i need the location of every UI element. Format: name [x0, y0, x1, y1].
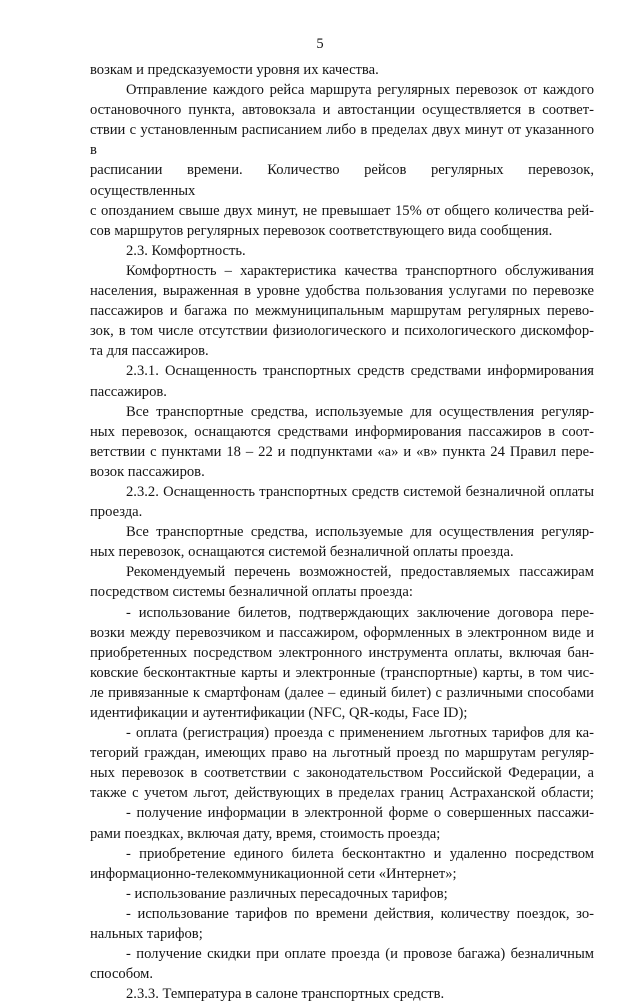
- text-line: остановочного пункта, автовокзала и автостанции осуществляется в соответ-: [90, 102, 594, 119]
- text-line: Отправление каждого рейса маршрута регулярных перевозок от каждого: [126, 82, 594, 99]
- text-line: - получение скидки при оплате проезда (и провозе багажа) безналичным: [126, 946, 594, 963]
- text-line: сов маршрутов регулярных перевозок соответствующего вида сообщения.: [90, 222, 553, 239]
- text-line: информационно-телекоммуникационной сети «Интернет»;: [90, 865, 457, 882]
- text-line: нальных тарифов;: [90, 926, 203, 943]
- text-line: возки между перевозчиком и пассажиром, оформленных в электронном виде и: [90, 624, 594, 641]
- text-line: зок, в том числе отсутствии физиологического и психологического дискомфор-: [90, 323, 594, 340]
- text-line: возкам и предсказуемости уровня их качества.: [90, 62, 379, 78]
- text-line: та для пассажиров.: [90, 343, 209, 360]
- text-line: Комфортность – характеристика качества транспортного обслуживания: [126, 262, 594, 279]
- text-line: также с учетом льгот, действующих в пределах границ Астраханской области;: [90, 785, 594, 802]
- text-line: способом.: [90, 966, 154, 983]
- text-line: Все транспортные средства, используемые для осуществления регуляр-: [126, 524, 594, 541]
- text-line: Рекомендуемый перечень возможностей, предоставляемых пассажирам: [126, 564, 594, 581]
- text-line: посредством системы безналичной оплаты проезда:: [90, 584, 413, 601]
- text-line: тегорий граждан, имеющих право на льготный проезд по маршрутам регуляр-: [90, 745, 594, 762]
- text-line: - приобретение единого билета бесконтактно и удаленно посредством: [126, 845, 594, 862]
- text-line: Все транспортные средства, используемые для осуществления регуляр-: [126, 403, 594, 420]
- text-line: рами поездках, включая дату, время, стоимость проезда;: [90, 825, 441, 842]
- text-line: ле привязанные к смартфонам (далее – единый билет) с различными способами: [90, 684, 594, 701]
- text-line: расписании времени. Количество рейсов регулярных перевозок, осуществленных: [90, 162, 594, 199]
- text-line: проезда.: [90, 504, 143, 521]
- text-line: населения, выраженная в уровне удобства пользования услугами по перевозке: [90, 283, 594, 300]
- text-line: 2.3.2. Оснащенность транспортных средств системой безналичной оплаты: [126, 483, 594, 500]
- text-line: - использование различных пересадочных тарифов;: [126, 885, 448, 902]
- text-line: 2.3.1. Оснащенность транспортных средств средствами информирования: [126, 363, 594, 380]
- text-line: ковские бесконтактные карты и электронные (транспортные) карты, в том чис-: [90, 664, 594, 681]
- text-line: - использование билетов, подтверждающих заключение договора пере-: [126, 604, 594, 621]
- text-line: 2.3.3. Температура в салоне транспортных средств.: [126, 986, 445, 1003]
- text-line: приобретенных посредством электронного инструмента оплаты, включая бан-: [90, 644, 594, 661]
- text-line: возок пассажиров.: [90, 463, 205, 480]
- text-line: идентификации и аутентификации (NFC, QR-коды, Face ID);: [90, 705, 468, 721]
- text-line: ных перевозок, оснащаются средствами информирования пассажиров в соот-: [90, 423, 594, 440]
- text-line: - использование тарифов по времени действия, количеству поездок, зо-: [126, 905, 594, 922]
- text-line: - оплата (регистрация) проезда с применением льготных тарифов для ка-: [126, 725, 594, 742]
- text-line: ветствии с пунктами 18 – 22 и подпунктами «а» и «в» пункта 24 Правил пере-: [90, 443, 594, 460]
- text-line: ных перевозок в соответствии с законодательством Российской Федерации, а: [90, 765, 594, 782]
- page-number: 5: [316, 36, 324, 52]
- text-line: ных перевозок, оснащаются системой безналичной оплаты проезда.: [90, 544, 514, 561]
- text-line: ствии с установленным расписанием либо в пределах двух минут от указанного в: [90, 122, 594, 159]
- text-line: 2.3. Комфортность.: [126, 242, 246, 259]
- text-line: пассажиров и багажа по межмуниципальным маршрутам регулярных перево-: [90, 303, 594, 320]
- text-line: с опозданием свыше двух минут, не превышает 15% от общего количества рей-: [90, 202, 594, 219]
- text-line: пассажиров.: [90, 383, 167, 400]
- text-line: - получение информации в электронной форме о совершенных пассажи-: [126, 805, 594, 822]
- document-body: [90, 60, 594, 1004]
